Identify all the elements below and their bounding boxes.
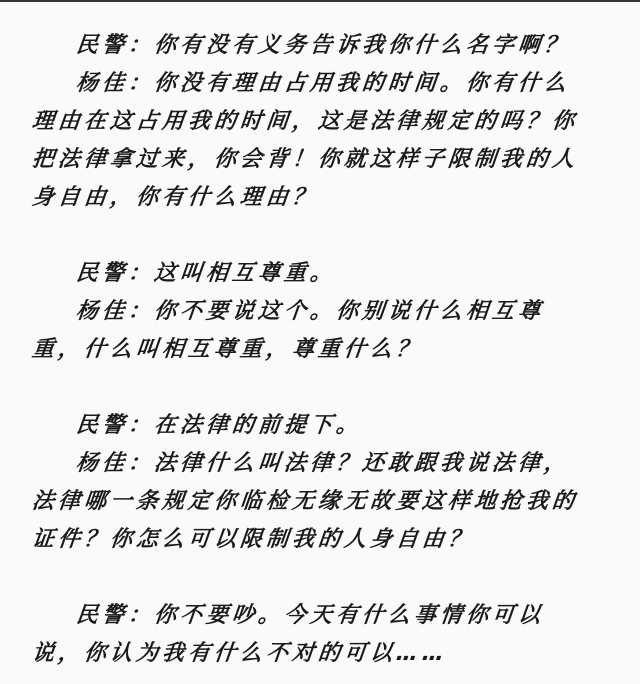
dialogue-line: 杨佳：法律什么叫法律？还敢跟我说法律， (74, 451, 572, 476)
dialogue-line: 杨佳：你没有理由占用我的时间。你有什么 (74, 71, 572, 96)
spacer (0, 559, 640, 597)
dialogue-line: 民警：你有没有义务告诉我你什么名字啊？ (74, 33, 572, 58)
top-border (0, 0, 640, 2)
dialogue-line: 把法律拿过来，你会背！你就这样子限制我的人 (30, 147, 580, 172)
dialogue-line: 重，什么叫相互尊重，尊重什么？ (30, 337, 424, 362)
dialogue-line: 理由在这占用我的时间，这是法律规定的吗？你 (30, 109, 580, 134)
dialogue-line: 身自由，你有什么理由？ (30, 185, 320, 210)
dialogue-line: 民警：你不要吵。今天有什么事情你可以 (74, 603, 546, 628)
dialogue-line: 民警：在法律的前提下。 (74, 413, 364, 438)
dialogue-line: 说，你认为我有什么不对的可以…… (30, 641, 450, 666)
transcript-document (0, 27, 640, 673)
dialogue-line: 证件？你怎么可以限制我的人身自由？ (30, 527, 476, 552)
dialogue-line: 法律哪一条规定你临检无缘无故要这样地抢我的 (30, 489, 580, 514)
spacer (0, 369, 640, 407)
dialogue-line: 杨佳：你不要说这个。你别说什么相互尊 (74, 299, 546, 324)
spacer (0, 217, 640, 255)
dialogue-line: 民警：这叫相互尊重。 (74, 261, 338, 286)
